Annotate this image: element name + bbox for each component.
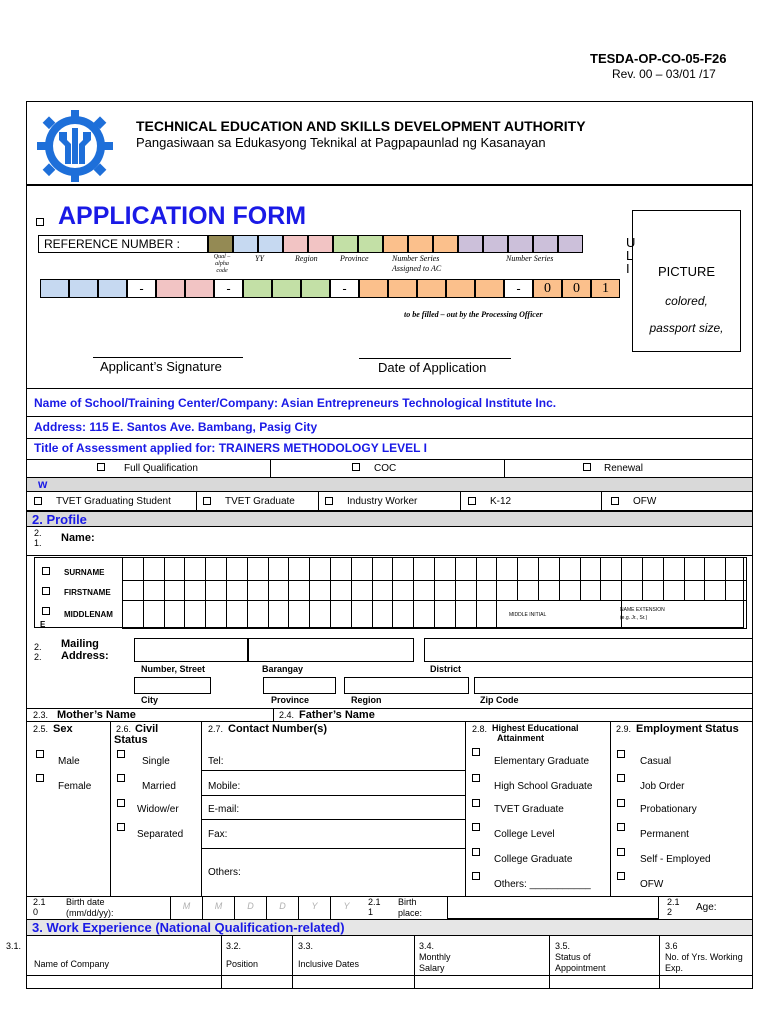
work-col-5-label: Status of Appointment xyxy=(555,952,606,973)
name-letter-box[interactable] xyxy=(559,580,581,601)
self-employed-label: Self - Employed xyxy=(640,854,711,865)
name-letter-box[interactable] xyxy=(164,557,186,581)
name-letter-box[interactable] xyxy=(434,600,456,629)
name-letter-box[interactable] xyxy=(351,580,373,601)
tvet-graduating-checkbox[interactable] xyxy=(34,497,42,505)
mother-label: Mother’s Name xyxy=(57,709,136,721)
date-line[interactable] xyxy=(359,358,511,359)
name-letter-box[interactable] xyxy=(226,557,248,581)
name-letter-box[interactable] xyxy=(268,557,290,581)
barangay-input[interactable] xyxy=(248,638,414,662)
reference-dash: - xyxy=(214,279,243,298)
surname-label: SURNAME xyxy=(64,568,105,577)
city-label: City xyxy=(141,695,159,705)
mobile-field[interactable]: Mobile: xyxy=(208,781,241,792)
name-letter-box[interactable] xyxy=(684,580,706,601)
name-letter-box[interactable] xyxy=(684,557,706,581)
work-col-3-label: Inclusive Dates xyxy=(298,959,360,969)
mother-number: 2.3. xyxy=(33,710,49,720)
reference-digit-cell[interactable]: 0 xyxy=(533,279,562,298)
name-letter-box[interactable] xyxy=(205,600,227,629)
firstname-checkbox[interactable] xyxy=(42,587,50,595)
reference-digit-cell[interactable] xyxy=(243,279,272,298)
tvet-graduate-checkbox[interactable] xyxy=(203,497,211,505)
birth-date-cell[interactable]: D xyxy=(234,896,266,919)
reference-dash: - xyxy=(127,279,156,298)
name-letter-box[interactable] xyxy=(559,557,581,581)
name-letter-box[interactable] xyxy=(663,580,685,601)
middlename-checkbox[interactable] xyxy=(42,607,50,615)
reference-digit-cell[interactable] xyxy=(417,279,446,298)
name-letter-box[interactable] xyxy=(517,557,539,581)
age-number: 2.1 2 xyxy=(667,897,680,917)
tvet-edu-checkbox[interactable] xyxy=(472,799,480,807)
profile-title: 2. Profile xyxy=(32,512,87,527)
work-col-2-label: Position xyxy=(226,959,259,969)
mailing-number: 2. 2. xyxy=(34,642,42,662)
district-label: District xyxy=(430,664,462,674)
name-letter-box[interactable] xyxy=(184,580,206,601)
work-col-6-number: 3.6 xyxy=(665,941,678,951)
name-letter-box[interactable] xyxy=(704,580,726,601)
elementary-label: Elementary Graduate xyxy=(494,756,590,767)
name-letter-box[interactable] xyxy=(351,557,373,581)
self-employed-checkbox[interactable] xyxy=(617,848,625,856)
name-letter-box[interactable] xyxy=(434,557,456,581)
birth-date-cell[interactable]: M xyxy=(202,896,234,919)
k12-checkbox[interactable] xyxy=(468,497,476,505)
reference-label: REFERENCE NUMBER : xyxy=(44,237,181,251)
work-col-4-label: Monthly Salary xyxy=(419,952,451,973)
name-letter-box[interactable] xyxy=(455,557,477,581)
zip-input[interactable] xyxy=(474,677,753,694)
picture-line1: colored, xyxy=(665,294,708,308)
form-code: TESDA-OP-CO-05-F26 xyxy=(590,51,727,66)
picture-box[interactable] xyxy=(632,210,741,352)
work-title: 3. Work Experience (National Qualification-related) xyxy=(32,920,345,935)
client-type-bar-label: w xyxy=(38,477,48,491)
client-type-bar xyxy=(26,477,753,492)
widower-checkbox[interactable] xyxy=(117,799,125,807)
zip-label: Zip Code xyxy=(480,695,519,705)
name-letter-box[interactable] xyxy=(330,580,352,601)
name-letter-box[interactable] xyxy=(600,557,622,581)
separated-label: Separated xyxy=(137,829,184,840)
name-letter-box[interactable] xyxy=(392,580,414,601)
agency-name: TECHNICAL EDUCATION AND SKILLS DEVELOPMENT AUTHORITY xyxy=(136,118,586,134)
work-col-1-number: 3.1. xyxy=(6,941,22,951)
name-letter-box[interactable] xyxy=(143,580,165,601)
signature-label: Applicant’s Signature xyxy=(100,359,222,374)
name-letter-box[interactable] xyxy=(205,557,227,581)
emp-ofw-checkbox[interactable] xyxy=(617,872,625,880)
name-letter-box[interactable] xyxy=(184,557,206,581)
sex-label: Sex xyxy=(53,723,73,735)
revision: Rev. 00 – 03/01 /17 xyxy=(612,67,716,81)
reference-digit-cell[interactable] xyxy=(446,279,475,298)
firstname-label: FIRSTNAME xyxy=(64,588,111,597)
coc-checkbox[interactable] xyxy=(352,463,360,471)
name-letter-box[interactable] xyxy=(476,557,498,581)
name-letter-box[interactable] xyxy=(496,580,518,601)
reference-cell[interactable] xyxy=(258,235,283,253)
name-letter-box[interactable] xyxy=(205,580,227,601)
reference-cell[interactable] xyxy=(208,235,233,253)
birth-date-cell[interactable]: Y xyxy=(298,896,330,919)
name-letter-box[interactable] xyxy=(476,580,498,601)
highschool-label: High School Graduate xyxy=(494,781,593,792)
edu-number: 2.8. xyxy=(472,724,488,734)
k12-label: K-12 xyxy=(490,496,512,507)
name-letter-box[interactable] xyxy=(143,600,165,629)
reference-cell[interactable] xyxy=(433,235,458,253)
middlename-label: MIDDLENAM xyxy=(64,610,113,619)
edu-label-2: Attainment xyxy=(497,733,544,743)
name-letter-box[interactable] xyxy=(372,600,394,629)
reference-cell[interactable] xyxy=(508,235,533,253)
birthplace-number: 2.1 1 xyxy=(368,897,381,917)
name-letter-box[interactable] xyxy=(351,600,373,629)
name-letter-box[interactable] xyxy=(392,557,414,581)
signature-line[interactable] xyxy=(93,357,243,358)
mailing-label-2: Address: xyxy=(61,650,109,662)
ref-sub-qual: Qual – alpha code xyxy=(213,254,231,274)
industry-worker-checkbox[interactable] xyxy=(325,497,333,505)
sex-number: 2.5. xyxy=(33,724,49,734)
ofw-label: OFW xyxy=(633,496,657,507)
school-name: Name of School/Training Center/Company: Asian Entrepreneurs Technological Institute Inc. xyxy=(34,396,557,410)
father-label: Father’s Name xyxy=(299,709,375,721)
name-number: 2. 1. xyxy=(34,528,42,548)
assessment-title: Title of Assessment applied for: TRAINERS METHODOLOGY LEVEL I xyxy=(34,441,427,455)
name-letter-box[interactable] xyxy=(226,600,248,629)
elementary-checkbox[interactable] xyxy=(472,748,480,756)
agency-tagalog: Pangasiwaan sa Edukasyong Teknikal at Pagpapaunlad ng Kasanayan xyxy=(136,135,546,150)
birth-label: Birth date xyxy=(66,897,105,907)
college-level-label: College Level xyxy=(494,829,555,840)
middlename-label-e: E xyxy=(40,620,46,629)
name-letter-box[interactable] xyxy=(330,557,352,581)
probationary-checkbox[interactable] xyxy=(617,799,625,807)
casual-label: Casual xyxy=(640,756,672,767)
name-letter-box[interactable] xyxy=(330,600,352,629)
college-level-checkbox[interactable] xyxy=(472,823,480,831)
reference-digit-cell[interactable] xyxy=(475,279,504,298)
birth-date-cell[interactable]: M xyxy=(170,896,202,919)
province-label: Province xyxy=(271,695,310,705)
widower-label: Widow/er xyxy=(137,804,179,815)
name-letter-box[interactable] xyxy=(538,580,560,601)
reference-dash: - xyxy=(330,279,359,298)
region-label: Region xyxy=(351,695,382,705)
civil-label: Civil xyxy=(135,723,159,735)
highschool-checkbox[interactable] xyxy=(472,774,480,782)
reference-cell[interactable] xyxy=(558,235,583,253)
name-extension-label: NAME EXTENSION xyxy=(620,607,665,613)
job-order-checkbox[interactable] xyxy=(617,774,625,782)
birthplace-input[interactable] xyxy=(447,896,659,919)
permanent-label: Permanent xyxy=(640,829,689,840)
tel-field[interactable]: Tel: xyxy=(208,756,224,767)
reference-digit-cell[interactable] xyxy=(156,279,185,298)
birth-date-cell[interactable]: Y xyxy=(330,896,362,919)
name-letter-box[interactable] xyxy=(309,580,331,601)
name-letter-box[interactable] xyxy=(288,580,310,601)
name-letter-box[interactable] xyxy=(621,557,643,581)
edu-others-label: Others: ___________ xyxy=(494,879,591,890)
birth-number: 2.1 0 xyxy=(33,897,46,917)
birthplace-label-2: place: xyxy=(398,908,423,918)
name-letter-box[interactable] xyxy=(496,557,518,581)
tesda-logo-icon xyxy=(33,108,117,184)
name-letter-box[interactable] xyxy=(663,557,685,581)
reference-cell[interactable] xyxy=(533,235,558,253)
name-letter-box[interactable] xyxy=(517,580,539,601)
reference-cell[interactable] xyxy=(383,235,408,253)
name-letter-box[interactable] xyxy=(247,600,269,629)
name-extension-example: (e.g. Jr., Sr.) xyxy=(620,615,648,621)
reference-digit-cell[interactable] xyxy=(185,279,214,298)
job-order-label: Job Order xyxy=(640,781,685,792)
reference-cell[interactable] xyxy=(308,235,333,253)
name-letter-box[interactable] xyxy=(434,580,456,601)
title-checkbox[interactable] xyxy=(36,218,44,226)
name-letter-box[interactable] xyxy=(621,580,643,601)
school-address: Address: 115 E. Santos Ave. Bambang, Pasig City xyxy=(34,420,318,434)
name-letter-box[interactable] xyxy=(247,557,269,581)
region-input[interactable] xyxy=(344,677,469,694)
female-label: Female xyxy=(58,781,92,792)
province-input[interactable] xyxy=(263,677,336,694)
renewal-checkbox[interactable] xyxy=(583,463,591,471)
contact-label: Contact Number(s) xyxy=(228,723,328,735)
emp-number: 2.9. xyxy=(616,724,632,734)
name-letter-box[interactable] xyxy=(122,557,144,581)
edu-label: Highest Educational xyxy=(492,723,579,733)
name-letter-box[interactable] xyxy=(122,600,144,629)
picture-label: PICTURE xyxy=(657,264,716,279)
age-label: Age: xyxy=(696,902,717,913)
name-letter-box[interactable] xyxy=(580,580,602,601)
birth-format: (mm/dd/yy): xyxy=(66,908,114,918)
uli-letters: U L I xyxy=(626,235,636,276)
picture-line2: passport size, xyxy=(649,321,724,335)
name-letter-box[interactable] xyxy=(725,557,747,581)
name-letter-box[interactable] xyxy=(538,557,560,581)
reference-digit-cell[interactable] xyxy=(40,279,69,298)
name-letter-box[interactable] xyxy=(413,600,435,629)
male-checkbox[interactable] xyxy=(36,750,44,758)
female-checkbox[interactable] xyxy=(36,774,44,782)
ref-sub-series-ac: Number Series Assigned to AC xyxy=(392,254,442,273)
reference-cell[interactable] xyxy=(358,235,383,253)
name-letter-box[interactable] xyxy=(704,557,726,581)
probationary-label: Probationary xyxy=(640,804,697,815)
birth-date-cell[interactable]: D xyxy=(266,896,298,919)
separated-checkbox[interactable] xyxy=(117,823,125,831)
name-letter-box[interactable] xyxy=(184,600,206,629)
college-graduate-label: College Graduate xyxy=(494,854,573,865)
name-letter-box[interactable] xyxy=(164,600,186,629)
reference-digit-cell[interactable] xyxy=(388,279,417,298)
industry-worker-label: Industry Worker xyxy=(347,496,418,507)
form-title: APPLICATION FORM xyxy=(58,202,307,230)
reference-cell[interactable] xyxy=(408,235,433,253)
contact-number: 2.7. xyxy=(208,724,224,734)
reference-digit-cell[interactable] xyxy=(69,279,98,298)
reference-digit-cell[interactable] xyxy=(359,279,388,298)
ref-sub-region: Region xyxy=(295,254,318,263)
reference-cell[interactable] xyxy=(233,235,258,253)
father-number: 2.4. xyxy=(279,710,295,720)
ref-sub-yy: YY xyxy=(255,254,264,263)
reference-cell[interactable] xyxy=(333,235,358,253)
renewal-label: Renewal xyxy=(604,463,643,474)
reference-dash: - xyxy=(504,279,533,298)
single-checkbox[interactable] xyxy=(117,750,125,758)
name-letter-box[interactable] xyxy=(122,580,144,601)
name-letter-box[interactable] xyxy=(392,600,414,629)
emp-label: Employment Status xyxy=(636,723,739,735)
tvet-graduate-label: TVET Graduate xyxy=(225,496,295,507)
name-letter-box[interactable] xyxy=(600,580,622,601)
birthplace-label: Birth xyxy=(398,897,417,907)
name-label: Name: xyxy=(61,532,95,544)
middle-initial-label: MIDDLE INITIAL xyxy=(509,612,547,618)
name-letter-box[interactable] xyxy=(642,557,664,581)
name-letter-box[interactable] xyxy=(455,580,477,601)
reference-digit-cell[interactable]: 1 xyxy=(591,279,620,298)
ref-sub-series: Number Series xyxy=(506,254,554,263)
ofw-checkbox[interactable] xyxy=(611,497,619,505)
email-field[interactable]: E-mail: xyxy=(208,804,240,815)
name-letter-box[interactable] xyxy=(642,580,664,601)
processing-note: to be filled – out by the Processing Officer xyxy=(404,310,543,319)
name-letter-box[interactable] xyxy=(143,557,165,581)
full-qualification-label: Full Qualification xyxy=(124,463,198,474)
profile-bar xyxy=(26,511,753,527)
name-letter-box[interactable] xyxy=(268,580,290,601)
emp-ofw-label: OFW xyxy=(640,879,664,890)
name-letter-box[interactable] xyxy=(164,580,186,601)
work-col-3-number: 3.3. xyxy=(298,941,314,951)
casual-checkbox[interactable] xyxy=(617,750,625,758)
header-divider xyxy=(26,184,753,186)
reference-digit-cell[interactable] xyxy=(272,279,301,298)
reference-digit-cell[interactable]: 0 xyxy=(562,279,591,298)
full-qualification-checkbox[interactable] xyxy=(97,463,105,471)
name-letter-box[interactable] xyxy=(413,580,435,601)
street-input[interactable] xyxy=(134,638,248,662)
name-letter-box[interactable] xyxy=(226,580,248,601)
name-letter-box[interactable] xyxy=(309,600,331,629)
work-col-6-label: No. of Yrs. Working Exp. xyxy=(665,952,743,973)
others-field[interactable]: Others: xyxy=(208,867,241,878)
name-letter-box[interactable] xyxy=(268,600,290,629)
edu-others-checkbox[interactable] xyxy=(472,872,480,880)
work-col-5-number: 3.5. xyxy=(555,941,571,951)
barangay-label: Barangay xyxy=(262,664,304,674)
married-label: Married xyxy=(142,781,176,792)
married-checkbox[interactable] xyxy=(117,774,125,782)
name-letter-box[interactable] xyxy=(247,580,269,601)
reference-cell[interactable] xyxy=(458,235,483,253)
name-letter-box[interactable] xyxy=(580,557,602,581)
coc-label: COC xyxy=(374,463,397,474)
name-letter-box[interactable] xyxy=(288,600,310,629)
work-col-4-number: 3.4. xyxy=(419,941,435,951)
name-letter-box[interactable] xyxy=(372,580,394,601)
civil-number: 2.6. xyxy=(116,724,132,734)
name-letter-box[interactable] xyxy=(372,557,394,581)
college-graduate-checkbox[interactable] xyxy=(472,848,480,856)
name-letter-box[interactable] xyxy=(309,557,331,581)
district-input[interactable] xyxy=(424,638,753,662)
name-letter-box[interactable] xyxy=(476,600,498,629)
ref-sub-province: Province xyxy=(340,254,369,263)
name-letter-box[interactable] xyxy=(288,557,310,581)
name-letter-box[interactable] xyxy=(725,580,747,601)
civil-label-2: Status xyxy=(114,734,148,746)
reference-cell[interactable] xyxy=(483,235,508,253)
male-label: Male xyxy=(58,756,80,767)
city-input[interactable] xyxy=(134,677,211,694)
tvet-edu-label: TVET Graduate xyxy=(494,804,564,815)
mailing-label: Mailing xyxy=(61,638,99,650)
surname-checkbox[interactable] xyxy=(42,567,50,575)
date-label: Date of Application xyxy=(378,360,487,375)
work-col-1-label: Name of Company xyxy=(34,959,110,969)
street-label: Number, Street xyxy=(141,664,206,674)
name-letter-box[interactable] xyxy=(413,557,435,581)
reference-cell[interactable] xyxy=(283,235,308,253)
permanent-checkbox[interactable] xyxy=(617,823,625,831)
tvet-graduating-label: TVET Graduating Student xyxy=(56,496,171,507)
work-col-2-number: 3.2. xyxy=(226,941,242,951)
single-label: Single xyxy=(142,756,170,767)
reference-digit-cell[interactable] xyxy=(301,279,330,298)
name-letter-box[interactable] xyxy=(455,600,477,629)
fax-field[interactable]: Fax: xyxy=(208,829,228,840)
reference-digit-cell[interactable] xyxy=(98,279,127,298)
